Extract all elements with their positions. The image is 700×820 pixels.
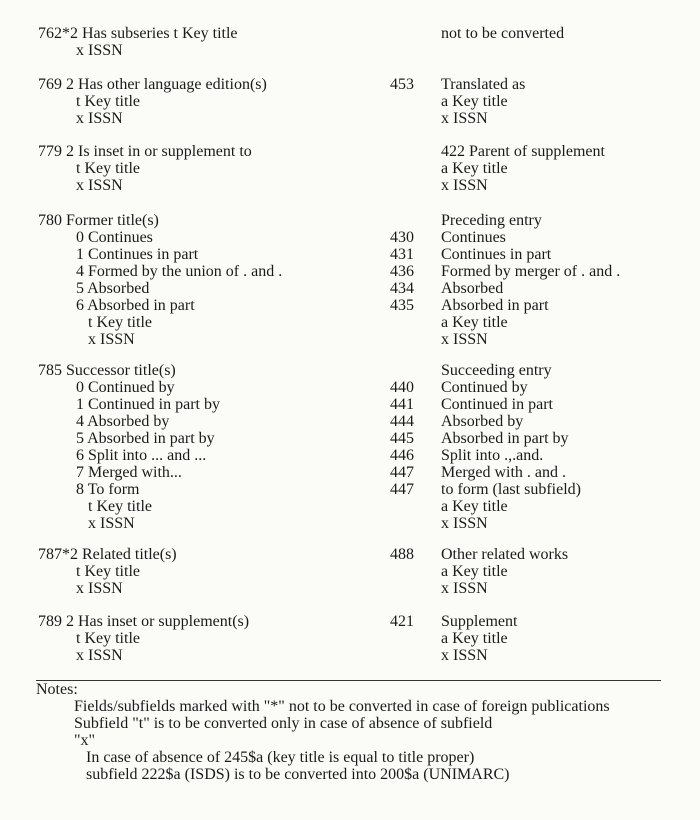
left-text: 4 Formed by the union of . and . <box>76 263 283 280</box>
field-785 <box>0 362 700 532</box>
unimarc-code: 447 <box>390 481 414 498</box>
right-text: Merged with . and . <box>441 464 567 481</box>
right-text: Preceding entry <box>441 212 542 229</box>
left-text: 0 Continues <box>76 229 153 246</box>
right-text: Other related works <box>441 546 569 563</box>
left-text: x ISSN <box>76 580 123 597</box>
right-text: x ISSN <box>441 647 488 664</box>
field-779 <box>0 143 700 194</box>
left-text: t Key title <box>76 93 140 110</box>
left-text: x ISSN <box>88 331 135 348</box>
note-line: Subfield "t" is to be converted only in case of absence of subfield <box>74 715 493 732</box>
left-text: 1 Continued in part by <box>76 396 220 413</box>
right-text: a Key title <box>441 93 508 110</box>
right-text: a Key title <box>441 630 508 647</box>
right-text: x ISSN <box>441 515 488 532</box>
right-text: Translated as <box>441 76 526 93</box>
left-text: 779 2 Is inset in or supplement to <box>38 143 252 160</box>
left-text: t Key title <box>88 498 152 515</box>
note-line: In case of absence of 245$a (key title is equal to title proper) <box>86 749 475 766</box>
unimarc-code: 444 <box>390 413 414 430</box>
left-text: 6 Split into ... and ... <box>76 447 207 464</box>
right-text: Continued in part <box>441 396 553 413</box>
unimarc-code: 421 <box>390 613 414 630</box>
left-text: 787*2 Related title(s) <box>38 546 177 563</box>
left-text: 4 Absorbed by <box>76 413 170 430</box>
field-780 <box>0 212 700 348</box>
left-text: 5 Absorbed in part by <box>76 430 215 447</box>
left-text: 8 To form <box>76 481 140 498</box>
unimarc-code: 431 <box>390 246 414 263</box>
left-text: 5 Absorbed <box>76 280 150 297</box>
right-text: a Key title <box>441 314 508 331</box>
note-line: "x" <box>74 732 96 749</box>
left-text: x ISSN <box>76 647 123 664</box>
left-text: 769 2 Has other language edition(s) <box>38 76 267 93</box>
unimarc-code: 453 <box>390 76 414 93</box>
unimarc-code: 445 <box>390 430 414 447</box>
right-text: a Key title <box>441 563 508 580</box>
right-text: Absorbed by <box>441 413 524 430</box>
right-text: x ISSN <box>441 331 488 348</box>
right-text: Absorbed <box>441 280 504 297</box>
field-789 <box>0 613 700 664</box>
right-text: Continued by <box>441 379 528 396</box>
left-text: t Key title <box>76 563 140 580</box>
right-text: Succeeding entry <box>441 362 552 379</box>
unimarc-code: 435 <box>390 297 414 314</box>
unimarc-code: 436 <box>390 263 414 280</box>
right-text: Absorbed in part <box>441 297 549 314</box>
field-762 <box>0 25 700 59</box>
right-text: Continues <box>441 229 506 246</box>
left-text: t Key title <box>76 630 140 647</box>
right-text: x ISSN <box>441 580 488 597</box>
left-text: x ISSN <box>76 177 123 194</box>
left-text: 0 Continued by <box>76 379 175 396</box>
left-text: 780 Former title(s) <box>38 212 159 229</box>
left-text: 1 Continues in part <box>76 246 199 263</box>
left-text: 789 2 Has inset or supplement(s) <box>38 613 250 630</box>
left-text: 762*2 Has subseries t Key title <box>38 25 238 42</box>
left-text: t Key title <box>76 160 140 177</box>
unimarc-code: 441 <box>390 396 414 413</box>
right-text: not to be converted <box>441 25 565 42</box>
right-text: a Key title <box>441 498 508 515</box>
unimarc-code: 440 <box>390 379 414 396</box>
left-text: 7 Merged with... <box>76 464 182 481</box>
left-text: x ISSN <box>88 515 135 532</box>
right-text: 422 Parent of supplement <box>441 143 605 160</box>
left-text: 6 Absorbed in part <box>76 297 195 314</box>
notes-heading: Notes: <box>36 681 78 698</box>
left-text: t Key title <box>88 314 152 331</box>
note-line: Fields/subfields marked with "*" not to be converted in case of foreign publications <box>74 698 610 715</box>
left-text: 785 Successor title(s) <box>38 362 176 379</box>
left-text: x ISSN <box>76 110 123 127</box>
left-text: x ISSN <box>76 42 123 59</box>
unimarc-code: 447 <box>390 464 414 481</box>
unimarc-code: 488 <box>390 546 414 563</box>
right-text: Formed by merger of . and . <box>441 263 621 280</box>
field-769 <box>0 76 700 127</box>
right-text: Split into .,.and. <box>441 447 544 464</box>
right-text: to form (last subfield) <box>441 481 581 498</box>
unimarc-code: 430 <box>390 229 414 246</box>
right-text: Continues in part <box>441 246 552 263</box>
right-text: x ISSN <box>441 177 488 194</box>
unimarc-code: 434 <box>390 280 414 297</box>
note-line: subfield 222$a (ISDS) is to be converted into 200$a (UNIMARC) <box>86 766 510 783</box>
right-text: a Key title <box>441 160 508 177</box>
right-text: Supplement <box>441 613 518 630</box>
right-text: x ISSN <box>441 110 488 127</box>
notes-block <box>36 681 676 783</box>
right-text: Absorbed in part by <box>441 430 569 447</box>
field-787 <box>0 546 700 597</box>
unimarc-code: 446 <box>390 447 414 464</box>
